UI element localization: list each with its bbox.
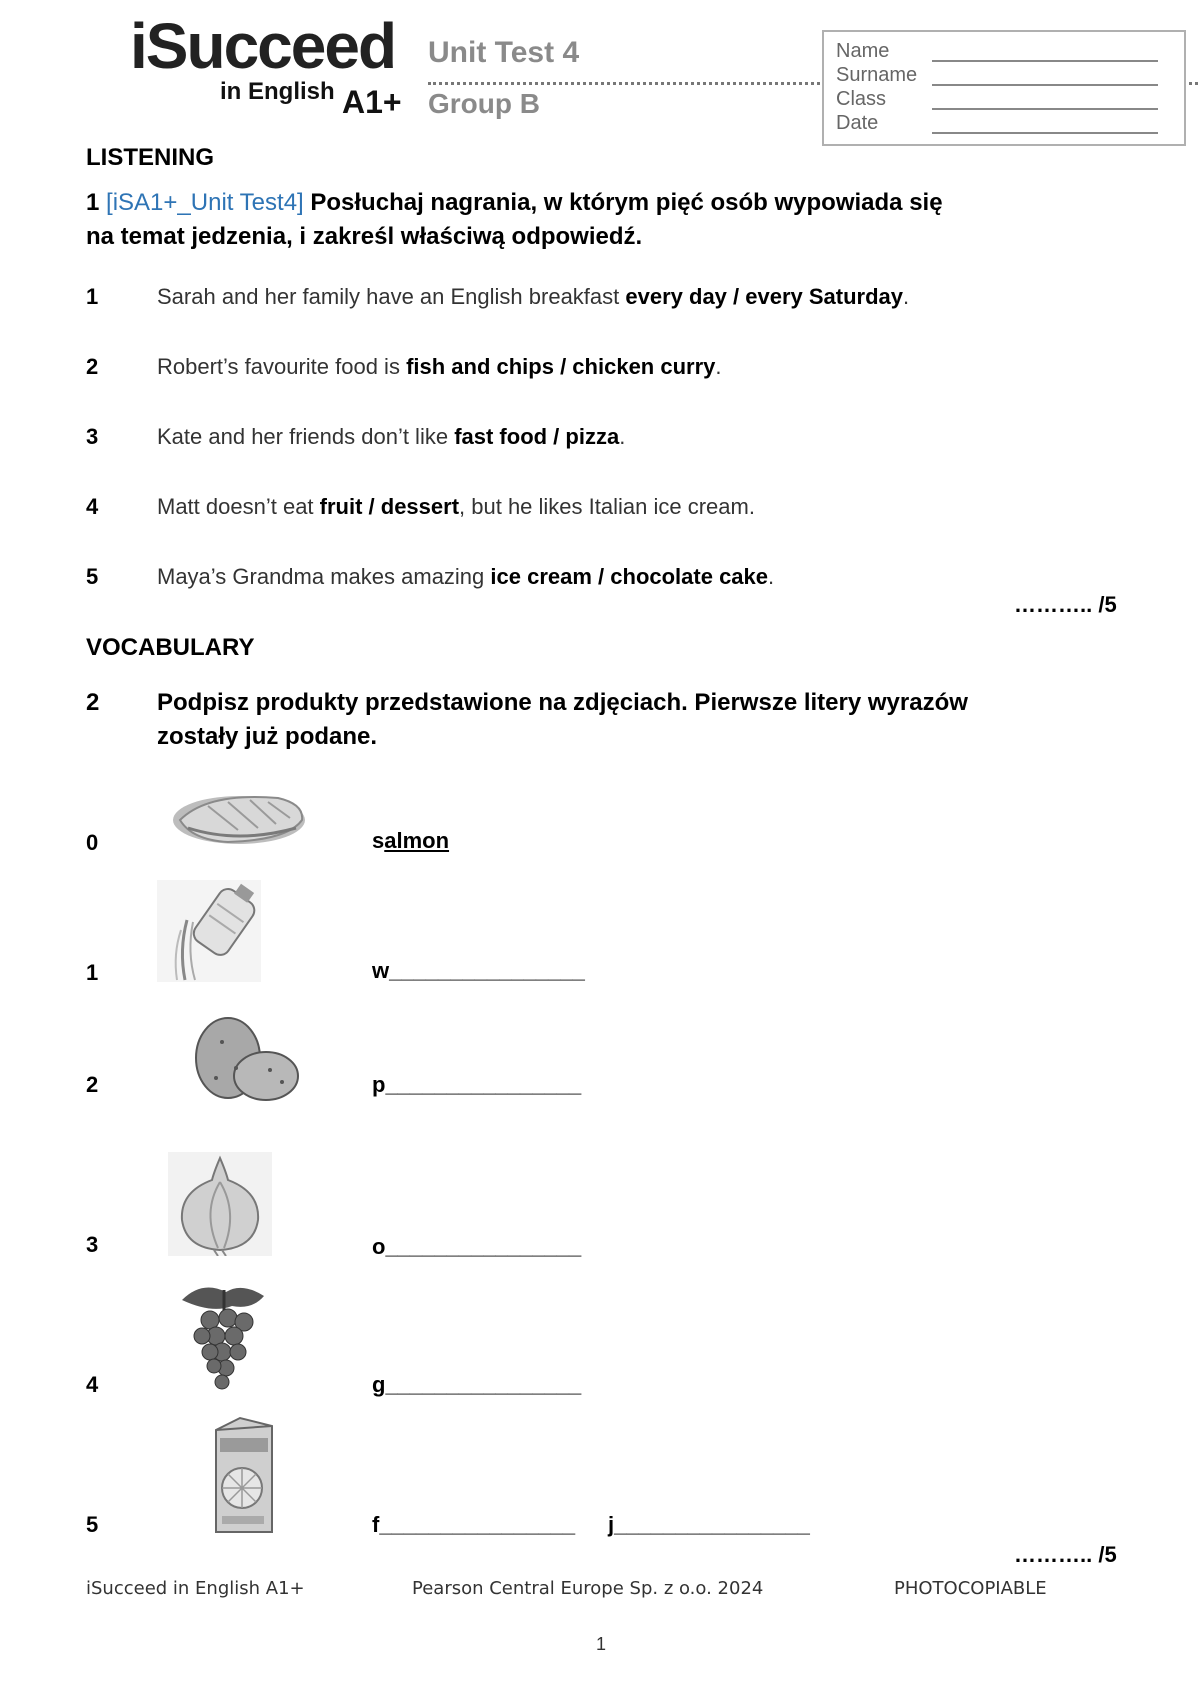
group-title: Group B (428, 88, 540, 119)
answer-options[interactable]: fruit / dessert (319, 494, 460, 519)
audio-reference-link[interactable]: [iSA1+_Unit Test4] (106, 189, 304, 216)
vocabulary-task-number: 2 (86, 689, 100, 716)
student-info-box (822, 30, 1186, 146)
vocab-answer-blank[interactable]: g________________ (372, 1372, 582, 1397)
name-field[interactable] (836, 40, 1176, 64)
vocabulary-instruction (157, 686, 1107, 754)
question-text: Kate and her friends don’t like fast food / pizza. (157, 424, 626, 449)
question-text: Matt doesn’t eat fruit / dessert, but he likes Italian ice cream. (157, 494, 755, 519)
answer-options[interactable]: fast food / pizza (454, 424, 620, 449)
vocab-item-number: 4 (86, 1372, 99, 1397)
class-label: Class (836, 88, 887, 110)
question-number: 2 (86, 354, 99, 379)
vocabulary-score[interactable]: ……….. /5 (1014, 1542, 1117, 1567)
footer-right: PHOTOCOPIABLE (894, 1578, 1047, 1599)
logo-subtitle: in English (220, 78, 335, 105)
date-field[interactable] (836, 112, 1176, 136)
vocab-answer-blank-b[interactable]: j________________ (608, 1512, 810, 1537)
class-field[interactable] (836, 88, 1176, 112)
instruction-line-1: Podpisz produkty przedstawione na zdjęciach. Pierwsze litery wyrazów (157, 689, 968, 716)
water-bottle-image (157, 880, 261, 982)
listening-score[interactable]: ……….. /5 (1014, 592, 1117, 617)
vocabulary-heading: VOCABULARY (86, 634, 255, 661)
salmon-image (168, 784, 310, 850)
footer-left: iSucceed in English A1+ (86, 1578, 305, 1599)
question-number: 4 (86, 494, 99, 519)
date-label: Date (836, 112, 879, 134)
surname-field[interactable] (836, 64, 1176, 88)
onion-image (168, 1152, 272, 1256)
name-label: Name (836, 40, 890, 62)
vocab-item-number: 1 (86, 960, 99, 985)
vocab-answer-example: salmon (372, 828, 450, 853)
answer-options[interactable]: fish and chips / chicken curry (406, 354, 716, 379)
question-text: Robert’s favourite food is fish and chips / chicken curry. (157, 354, 722, 379)
vocab-answer-blank[interactable]: o________________ (372, 1234, 582, 1259)
vocab-item-number: 0 (86, 830, 99, 855)
task-number: 1 (86, 189, 100, 216)
instruction-line-1: Posłuchaj nagrania, w którym pięć osób wypowiada się (310, 189, 943, 216)
question-text: Sarah and her family have an English breakfast every day / every Saturday. (157, 284, 910, 309)
question-number: 5 (86, 564, 99, 589)
vocab-answer-blank-a[interactable]: f________________ (372, 1512, 576, 1537)
page-number: 1 (596, 1634, 607, 1654)
question-text: Maya’s Grandma makes amazing ice cream / chocolate cake. (157, 564, 775, 589)
logo-level: A1+ (342, 84, 402, 120)
vocab-answer-blank[interactable]: w________________ (372, 958, 585, 983)
question-number: 3 (86, 424, 99, 449)
instruction-line-2: zostały już podane. (157, 723, 378, 750)
vocab-answer-blank[interactable]: p________________ (372, 1072, 582, 1097)
question-number: 1 (86, 284, 99, 309)
instruction-line-2: na temat jedzenia, i zakreśl właściwą odpowiedź. (86, 223, 643, 250)
listening-instruction (86, 186, 1126, 254)
potatoes-image (186, 1016, 302, 1104)
vocab-item-number: 5 (86, 1512, 99, 1537)
answer-options[interactable]: ice cream / chocolate cake (490, 564, 769, 589)
juice-carton-image (210, 1416, 276, 1536)
logo: iSucceed (130, 10, 396, 82)
listening-heading: LISTENING (86, 144, 215, 171)
vocab-item-number: 3 (86, 1232, 99, 1257)
answer-options[interactable]: every day / every Saturday (625, 284, 904, 309)
surname-label: Surname (836, 64, 918, 86)
grapes-image (172, 1280, 276, 1396)
unit-title: Unit Test 4 (428, 36, 580, 69)
vocab-item-number: 2 (86, 1072, 99, 1097)
footer-center: Pearson Central Europe Sp. z o.o. 2024 (412, 1578, 764, 1599)
